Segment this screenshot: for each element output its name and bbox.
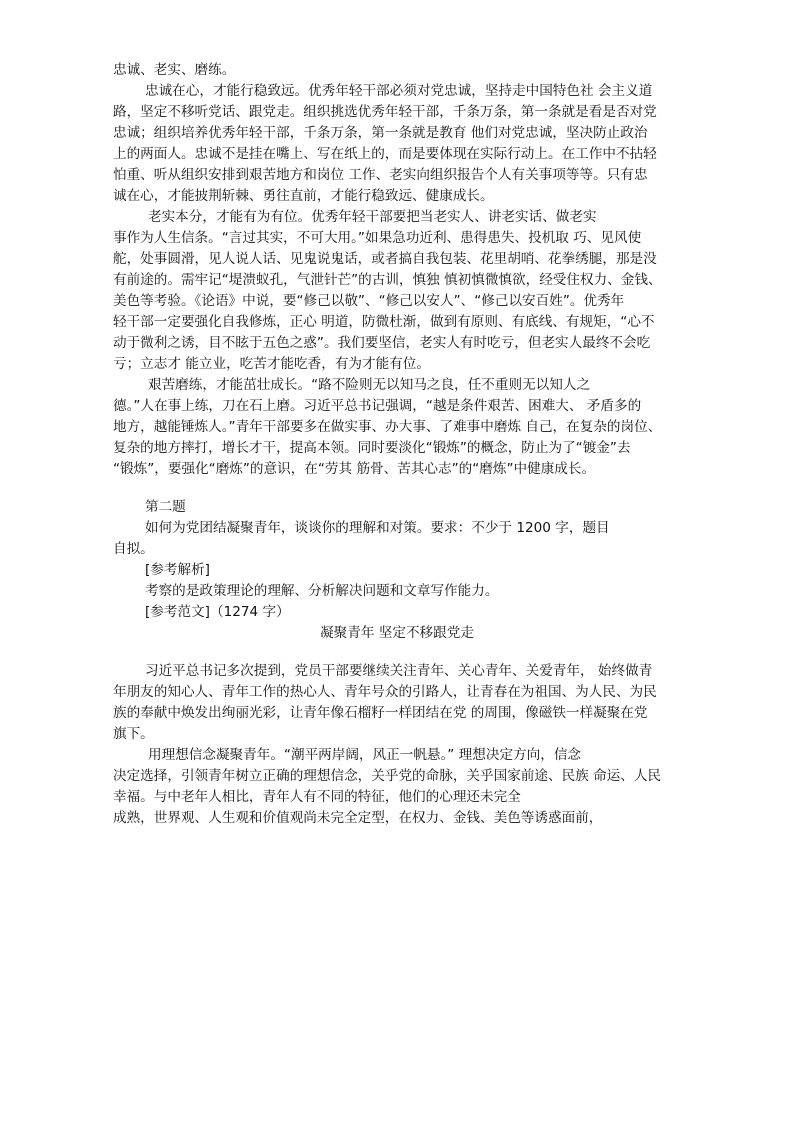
paragraph-line: 复杂的地方摔打，增长才干，提高本领。同时要淡化“锻炼”的概念，防止为了“镀金”去	[113, 440, 631, 456]
paragraph-line: 动于微利之诱，目不眩于五色之惑”。我们要坚信，老实人有时吃亏，但老实人最终不会吃	[113, 335, 651, 351]
essay-line: 决定选择，引领青年树立正确的理想信念，关乎党的命脉，关乎国家前途、民族 命运、人民	[113, 768, 662, 784]
paragraph-line: 德。”人在事上练，刀在石上磨。习近平总书记强调，“越是条件艰苦、困难大、 矛盾多的	[113, 398, 642, 414]
paragraph-line: 美色等考验。《论语》中说，要“修己以敬”、“修己以安人”、“修己以安百姓”。优秀年	[113, 293, 625, 309]
paragraph-line: 忠诚、老实、磨练。	[113, 62, 236, 78]
question-line: 自拟。	[113, 541, 154, 557]
essay-title: 凝聚青年 坚定不移跟党走	[320, 625, 474, 641]
paragraph-line: 有前途的。需牢记“堤溃蚁孔，气泄针芒”的古训，慎独 慎初慎微慎欲，经受住权力、金钱、	[113, 272, 662, 288]
paragraph-line: 事作为人生信条。“言过其实，不可大用。”如果急功近利、患得患失、投机取 巧、见风使	[113, 230, 642, 246]
question-heading: 第二题	[145, 499, 186, 515]
sample-label: [参考范文]（1274 字）	[145, 604, 290, 620]
essay-line: 旗下。	[113, 726, 154, 742]
paragraph-line: “锻炼”，要强化“磨炼”的意识，在“劳其 筋骨、苦其心志”的“磨炼”中健康成长。	[113, 461, 596, 477]
paragraph-line: 上的两面人。忠诚不是挂在嘴上、写在纸上的，而是要体现在实际行动上。在工作中不拈轻	[113, 146, 657, 162]
paragraph-line: 忠诚在心，才能行稳致远。优秀年轻干部必须对党忠诚，坚持走中国特色社 会主义道	[145, 83, 653, 99]
essay-line: 成熟，世界观、人生观和价值观尚未完全定型，在权力、金钱、美色等诱惑面前，	[113, 810, 603, 826]
essay-line: 族的奉献中焕发出绚丽光彩，让青年像石榴籽一样团结在党 的周围，像磁铁一样凝聚在党	[113, 705, 648, 721]
paragraph-line: 艰苦磨练，才能茁壮成长。“路不险则无以知马之良，任不重则无以知人之	[148, 377, 591, 393]
essay-line: 幸福。与中老年人相比，青年人有不同的特征，他们的心理还未完全	[113, 789, 521, 805]
paragraph-line: 路，坚定不移听党话、跟党走。组织挑选优秀年轻干部，千条万条，第一条就是看是否对党	[113, 104, 657, 120]
essay-line: 年朋友的知心人、青年工作的热心人、青年号众的引路人，让青春在为祖国、为人民、为民	[113, 684, 657, 700]
paragraph-line: 轻干部一定要强化自我修炼，正心 明道，防微杜渐，做到有原则、有底线、有规矩，“心不	[113, 314, 655, 330]
analysis-text: 考察的是政策理论的理解、分析解决问题和文章写作能力。	[145, 583, 499, 599]
paragraph-line: 老实本分，才能有为有位。优秀年轻干部要把当老实人、讲老实话、做老实	[148, 209, 597, 225]
paragraph-line: 诚在心，才能披荆斩棘、勇往直前，才能行稳致远、健康成长。	[113, 188, 494, 204]
analysis-label: [参考解析]	[145, 562, 210, 578]
paragraph-line: 地方，越能锤炼人。”青年干部要多在做实事、办大事、了难事中磨炼 自己，在复杂的岗位、	[113, 419, 662, 435]
paragraph-line: 忠诚；组织培养优秀年轻干部，千条万条，第一条就是教育 他们对党忠诚，坚决防止政治	[113, 125, 648, 141]
essay-line: 用理想信念凝聚青年。“潮平两岸阔，风正一帆悬。” 理想决定方向，信念	[148, 747, 582, 763]
paragraph-line: 亏；立志才 能立业，吃苦才能吃香，有为才能有位。	[113, 356, 430, 372]
essay-line: 习近平总书记多次提到，党员干部要继续关注青年、关心青年、关爱青年， 始终做青	[145, 663, 653, 679]
paragraph-line: 舵，处事圆滑，见人说人话、见鬼说鬼话，或者搞自我包装、花里胡哨、花拳绣腿，那是没	[113, 251, 657, 267]
question-line: 如何为党团结凝聚青年，谈谈你的理解和对策。要求：不少于 1200 字，题目	[145, 520, 610, 536]
paragraph-line: 怕重、听从组织安排到艰苦地方和岗位 工作、老实向组织报告个人有关事项等等。只有忠	[113, 167, 648, 183]
